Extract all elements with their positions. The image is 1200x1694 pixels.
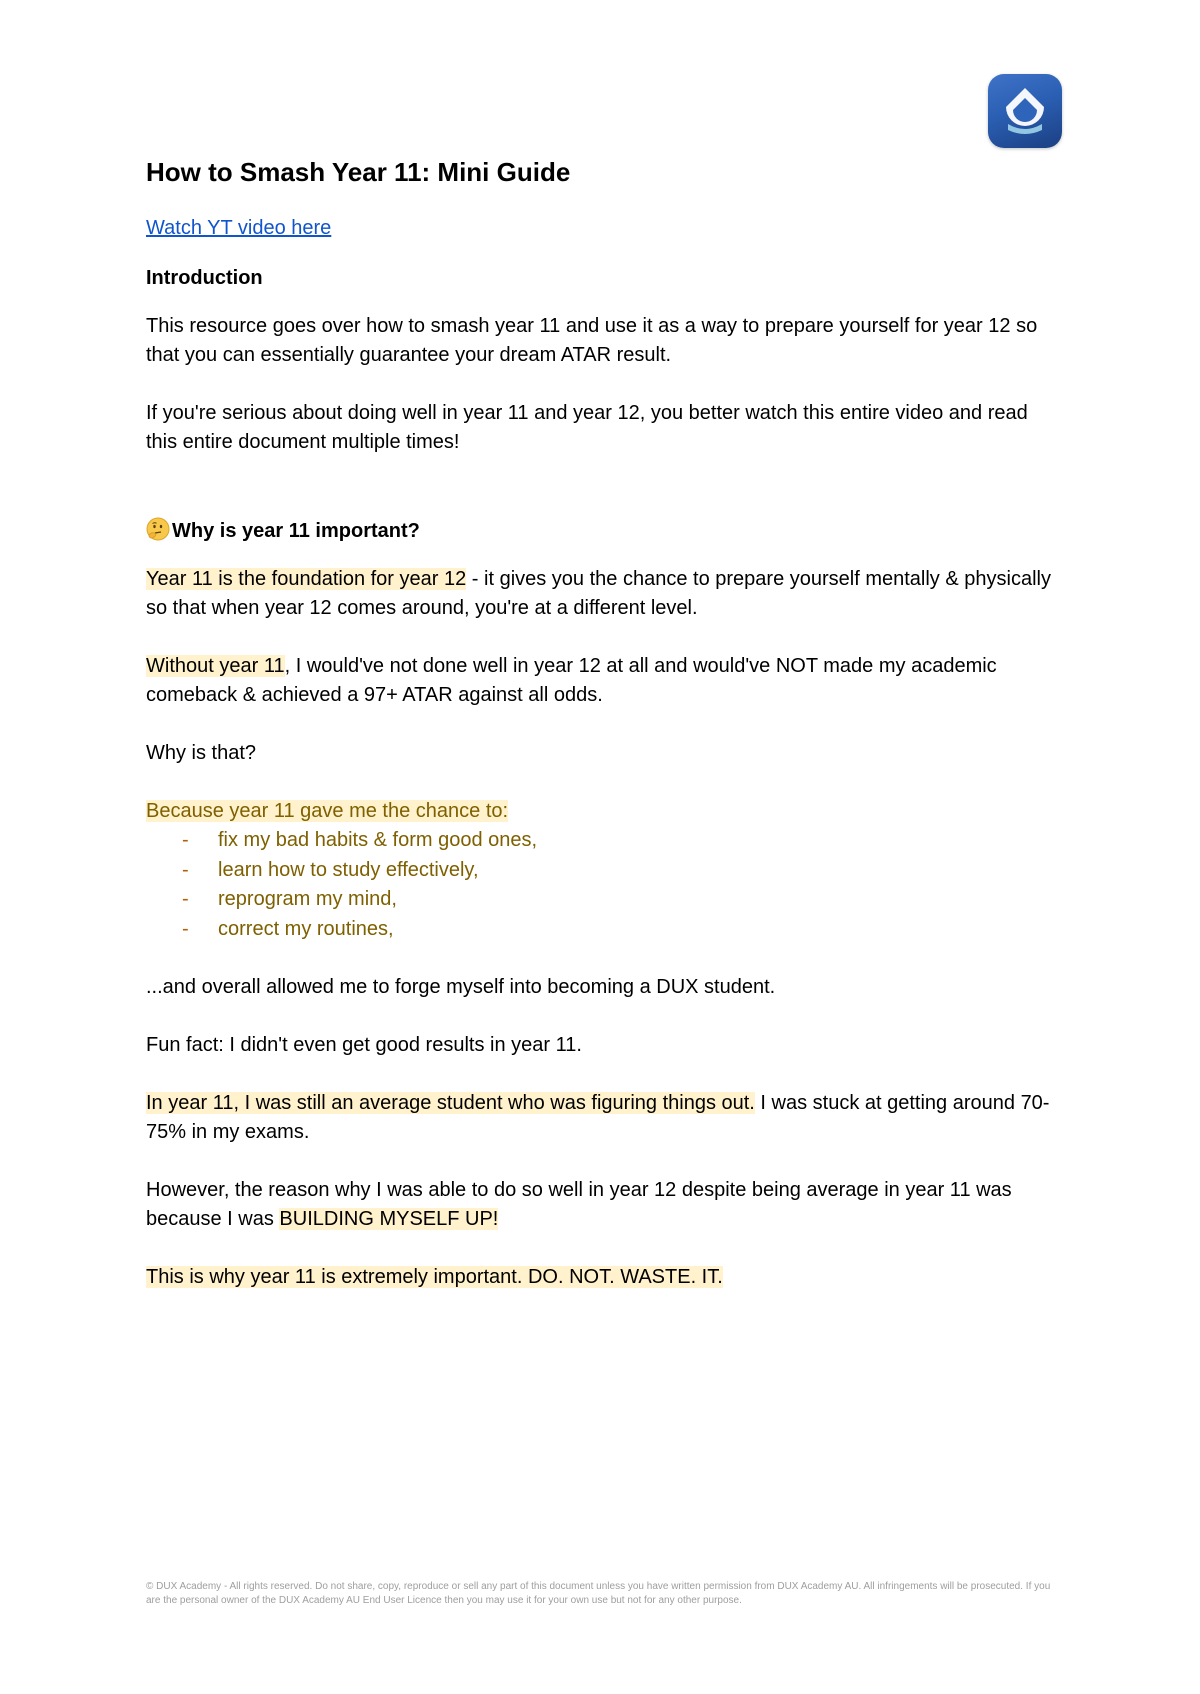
intro-paragraph-2: If you're serious about doing well in year 11 and year 12, you better watch this entire video and read this entire document multiple times! <box>146 402 1028 453</box>
intro-paragraph-1: This resource goes over how to smash year 11 and use it as a way to prepare yourself for year 12 so that you can essentially guarantee your dream ATAR result. <box>146 315 1038 366</box>
chance-intro <box>146 797 1056 826</box>
list-item: - reprogram my mind, <box>182 888 397 910</box>
fun-fact-paragraph: Fun fact: I didn't even get good results in year 11. <box>146 1034 582 1056</box>
average-student-paragraph: In year 11, I was still an average student who was figuring things out. I was stuck at getting around 70-75% in my exams. <box>146 1092 1050 1143</box>
without-year11-paragraph: Without year 11, I would've not done well in year 12 at all and would've NOT made my academic comeback & achieved a 97+ ATAR against all odds. <box>146 655 997 706</box>
dux-student-paragraph: ...and overall allowed me to forge myself into becoming a DUX student. <box>146 976 776 998</box>
dux-academy-logo-icon <box>988 74 1062 148</box>
list-item: - correct my routines, <box>182 917 394 940</box>
why-heading: Why is year 11 important? <box>172 520 420 542</box>
document-body <box>146 150 1056 1292</box>
why-is-that-paragraph: Why is that? <box>146 742 257 764</box>
chance-list <box>146 826 1056 944</box>
average-student-highlight: In year 11, I was still an average student who was figuring things out. <box>146 1092 755 1114</box>
foundation-paragraph: Year 11 is the foundation for year 12 - it gives you the chance to prepare yourself mentally & physically so that when year 12 comes around, you're at a different level. <box>146 568 1051 619</box>
chance-highlight: Because year 11 gave me the chance to: <box>146 800 509 822</box>
watch-video-link[interactable]: Watch YT video here <box>146 217 332 239</box>
logo-drop-icon <box>988 74 1062 148</box>
introduction-heading: Introduction <box>146 267 263 289</box>
copyright-footer: © DUX Academy - All rights reserved. Do not share, copy, reproduce or sell any part of this document unless you have written permission from DUX Academy AU. All infringements will be prosecuted. If you are the personal owner of the DUX Academy AU End User Licence then you may use it for your own use but not for any other purpose. <box>146 1581 1051 1606</box>
list-item: - fix my bad habits & form good ones, <box>182 829 538 851</box>
page-title: How to Smash Year 11: Mini Guide <box>146 157 571 187</box>
thinking-face-icon <box>146 517 170 541</box>
closing-paragraph <box>146 1263 1056 1292</box>
closing-highlight: This is why year 11 is extremely important. DO. NOT. WASTE. IT. <box>146 1266 723 1288</box>
why-heading-row <box>146 515 1056 547</box>
building-myself-highlight: BUILDING MYSELF UP! <box>279 1208 499 1230</box>
without-year11-highlight: Without year 11 <box>146 655 285 677</box>
foundation-highlight: Year 11 is the foundation for year 12 <box>146 568 467 590</box>
building-myself-paragraph: However, the reason why I was able to do so well in year 12 despite being average in year 11 was because I was BUILDING MYSELF UP! <box>146 1179 1012 1230</box>
list-item: - learn how to study effectively, <box>182 858 479 881</box>
